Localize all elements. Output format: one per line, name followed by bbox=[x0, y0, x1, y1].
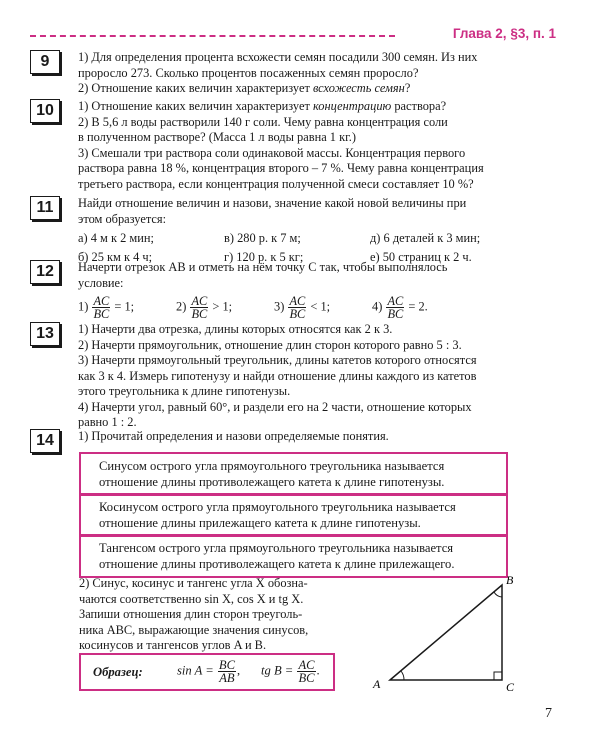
definition-line: отношение длины противолежащего катета к длине прилежащего. bbox=[99, 557, 455, 571]
text-line: Найди отношение величин и назови, значение какой новой величины при bbox=[78, 196, 467, 210]
vertex-c-label: C bbox=[506, 680, 515, 694]
option-item: е) 50 страниц к 2 ч. bbox=[370, 249, 472, 264]
problem-10-text bbox=[78, 99, 564, 192]
text-line: 4) Начерти угол, равный 60°, и раздели его на 2 части, отношение которых bbox=[78, 399, 472, 414]
text-line: 2) Синус, косинус и тангенс угла X обозна- bbox=[79, 576, 308, 590]
text-line: этом образуется: bbox=[78, 211, 167, 226]
definition-line: отношение длины прилежащего катета к длине гипотенузы. bbox=[99, 516, 421, 530]
text-line: условие: bbox=[78, 275, 124, 290]
triangle-outline bbox=[390, 585, 502, 680]
text-line: чаются соответственно sin X, cos X и tg X. bbox=[79, 591, 304, 606]
option-item: в) 280 р. к 7 м; bbox=[224, 231, 301, 245]
right-triangle-diagram bbox=[370, 575, 530, 695]
problem-number-12: 12 bbox=[30, 260, 60, 284]
problem-number-11: 11 bbox=[30, 196, 60, 220]
text-line: Запиши отношения длин сторон треуголь- bbox=[79, 607, 303, 621]
fraction: $\frac{AC}{BC}$ bbox=[191, 294, 208, 321]
problem-9-text bbox=[78, 50, 564, 97]
text-line: равно 1 : 2. bbox=[78, 415, 137, 429]
definition-line: Косинусом острого угла прямоугольного треугольника называется bbox=[99, 500, 456, 514]
header-divider bbox=[30, 35, 395, 37]
condition-option: 4) $\frac{AC}{BC}$ = 2. bbox=[372, 294, 428, 321]
problem-12-text bbox=[78, 260, 564, 320]
text-line: раствора равна 18 %, концентрация второго – 7 %. Чему равна концентрация bbox=[78, 161, 484, 175]
text-line: 3) Смешали три раствора соли одинаковой массы. Концентрация первого bbox=[78, 145, 466, 160]
fraction: $\frac{AC}{BC}$ bbox=[387, 294, 404, 321]
page-number: 7 bbox=[545, 706, 552, 721]
text-line: третьего раствора, если концентрация полученной смеси составляет 10 %? bbox=[78, 176, 474, 191]
problem-14-part2 bbox=[79, 576, 369, 654]
option-item: а) 4 м к 2 мин; bbox=[78, 231, 154, 245]
text-line: в полученном растворе? (Масса 1 л воды равна 1 кг.) bbox=[78, 130, 357, 144]
fraction: $\frac{AC}{BC}$ bbox=[289, 294, 306, 321]
text-line: как 3 к 4. Измерь гипотенузу и найди отношение длины каждого из катетов bbox=[78, 368, 477, 383]
definition-line: Синусом острого угла прямоугольного треугольника называется bbox=[99, 459, 445, 473]
text-line: 3) Начерти прямоугольный треугольник, длины катетов которого относятся bbox=[78, 353, 477, 367]
angle-b-arc bbox=[494, 592, 502, 597]
definition-sine-box bbox=[79, 452, 508, 496]
fraction: $\frac{AC}{BC}$ bbox=[93, 294, 110, 321]
sample-label: Образец: bbox=[93, 665, 143, 679]
condition-option: 3) $\frac{AC}{BC}$ < 1; bbox=[274, 294, 331, 321]
text-line: 1) Начерти два отрезка, длины которых относятся как 2 к 3. bbox=[78, 322, 393, 336]
text-line: 2) Начерти прямоугольник, отношение длин сторон которого равно 5 : 3. bbox=[78, 337, 462, 352]
condition-option: 2) $\frac{AC}{BC}$ > 1; bbox=[176, 294, 233, 321]
vertex-b-label: B bbox=[506, 575, 514, 587]
definition-line: отношение длины противолежащего катета к длине гипотенузы. bbox=[99, 475, 445, 489]
text-line: 2) В 5,6 л воды растворили 140 г соли. Чему равна концентрация соли bbox=[78, 114, 448, 129]
text-line: косинусов и тангенсов углов A и B. bbox=[79, 638, 267, 652]
right-angle-mark bbox=[494, 672, 502, 680]
angle-a-arc bbox=[401, 671, 404, 680]
sample-box bbox=[79, 653, 335, 691]
problem-11-text bbox=[78, 196, 564, 265]
text-line: ника ABC, выражающие значения синусов, bbox=[79, 622, 309, 637]
definition-cosine-box bbox=[79, 493, 508, 537]
text-line: проросло 273. Сколько процентов посаженных семян проросло? bbox=[78, 65, 419, 80]
condition-option: 1) $\frac{AC}{BC}$ = 1; bbox=[78, 294, 135, 321]
text-line: этого треугольника к длине гипотенузы. bbox=[78, 384, 291, 398]
option-item: б) 25 км к 4 ч; bbox=[78, 249, 153, 264]
text-line: 1) Отношение каких величин характеризует концентрацию раствора? bbox=[78, 99, 447, 113]
problem-14-text bbox=[78, 429, 564, 445]
problem-number-10: 10 bbox=[30, 99, 60, 123]
problem-number-13: 13 bbox=[30, 322, 60, 346]
text-line: 2) Отношение каких величин характеризует всхожесть семян? bbox=[78, 81, 411, 95]
tangent-formula: tg B = $\frac{AC}{BC}$ . bbox=[261, 658, 320, 685]
chapter-header: Глава 2, §3, п. 1 bbox=[452, 26, 556, 41]
sine-formula: sin A = $\frac{BC}{AB}$ , bbox=[177, 658, 241, 685]
text-line: 1) Для определения процента всхожести семян посадили 300 семян. Из них bbox=[78, 50, 478, 64]
vertex-a-label: A bbox=[373, 677, 381, 691]
option-item: г) 120 р. к 5 кг; bbox=[224, 249, 304, 264]
problem-number-9: 9 bbox=[30, 50, 60, 74]
option-item: д) 6 деталей к 3 мин; bbox=[370, 231, 481, 245]
problem-13-text bbox=[78, 322, 564, 431]
text-line: 1) Прочитай определения и назови определяемые понятия. bbox=[78, 429, 389, 443]
problem-number-14: 14 bbox=[30, 429, 60, 453]
definition-line: Тангенсом острого угла прямоугольного треугольника называется bbox=[99, 541, 454, 555]
text-line: Начерти отрезок AB и отметь на нём точку C так, чтобы выполнялось bbox=[78, 260, 448, 274]
definition-tangent-box bbox=[79, 534, 508, 578]
